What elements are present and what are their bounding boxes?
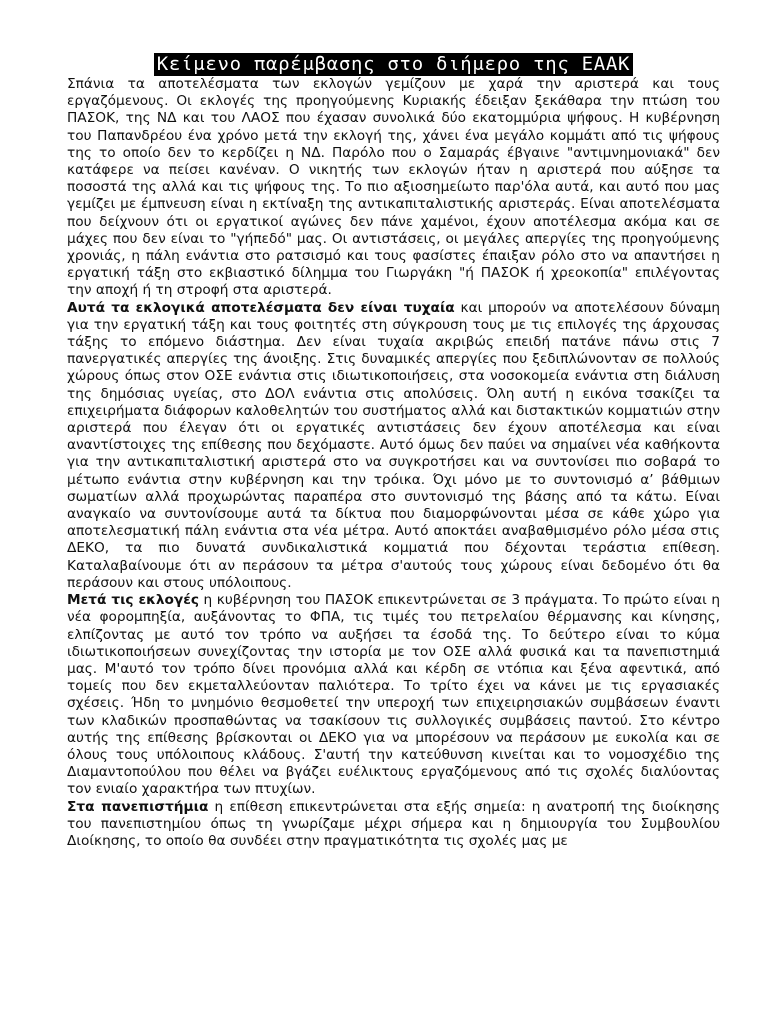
paragraph	[67, 76, 720, 300]
document-body	[67, 76, 720, 850]
title-bar	[67, 53, 720, 76]
paragraph	[67, 300, 720, 592]
paragraph-text: η επίθεση επικεντρώνεται στα εξής σημεία: η ανατροπή της διοίκησης του πανεπιστημίου όπως τη γνωρίζαμε μέχρι σήμερα και η δημιουργία του Συμβουλίου Διοίκησης, το οποίο θα συνδέει στην πραγματικότητα τις σχολές μας με	[67, 798, 721, 849]
paragraph-text: και μπορούν να αποτελέσουν δύναμη για την εργατική τάξη και τους φοιτητές στη σύγκρουση τους με τις επιλογές της άρχουσας τάξης το επόμενο διάστημα. Δεν είναι τυχαία ακριβώς επειδή πατάνε πάνω στις 7 πανεργατικές απεργίες της άνοιξης. Στις δυναμικές απεργίες που ξεδιπλώνονταν σε πολλούς χώρους όπως στον ΟΣΕ ενάντια στις ιδιωτικοποιήσεις, στα νοσοκομεία ενάντια στη διάλυση της δημόσιας υγείας, στο ΔΟΛ ενάντια στις απολύσεις. Όλη αυτή η εικόνα τσακίζει τα επιχειρήματα διάφορων καλοθελητών του συστήματος αλλά και διστακτικών κομματιών στην αριστερά που έλεγαν ότι οι εργατικές αντιστάσεις δεν έχουν αποτέλεσμα και είναι αναντίστοιχες της επίθεσης που δεχόμαστε. Αυτό όμως δεν παύει να σημαίνει νέα καθήκοντα για την αντικαπιταλιστική αριστερά στο να συγκροτήσει και να συντονίσει πιο σοβαρά το μέτωπο ενάντια στην κυβέρνηση και την τρόικα. Όχι μόνο με το συντονισμό α’ βάθμιων σωματίων αλλά προχωρώντας παραπέρα στο συντονισμό της βάσης από τα κάτω. Είναι αναγκαίο να συντονίσουμε αυτά τα δίκτυα που διαμορφώνονται μέσα σε κάθε χώρο για αποτελεσματική πάλη ενάντια στα νέα μέτρα. Αυτό αποκτάει αναβαθμισμένο ρόλο μέσα στις ΔΕΚΟ, τα πιο δυνατά συνδικαλιστικά κομματιά που δέχονται τεράστια επίθεση. Καταλαβαίνουμε ότι αν περάσουν τα μέτρα σ'αυτούς τους χώρους είναι δεδομένο ότι θα περάσουν και στους υπόλοιπους.	[67, 299, 720, 591]
document-page	[67, 53, 720, 850]
paragraph-lead: Στα πανεπιστήμια	[67, 798, 209, 815]
paragraph-text: Σπάνια τα αποτελέσματα των εκλογών γεμίζουν με χαρά την αριστερά και τους εργαζόμενους. Οι εκλογές της προηγούμενης Κυριακής έδειξαν ξεκάθαρα την πτώση του ΠΑΣΟΚ, της ΝΔ και του ΛΑΟΣ που έχασαν συνολικά δύο εκατομμύρια ψήφους. Η κυβέρνηση του Παπανδρέου ένα χρόνο μετά την εκλογή της, χάνει ένα μεγάλο κομμάτι από τις ψήφους της το οποίο δεν το κερδίζει η ΝΔ. Παρόλο που ο Σαμαράς έβγαινε "αντιμνημονιακά" δεν κατάφερε να πείσει κανέναν. Ο νικητής των εκλογών ήταν η αριστερά που αύξησε τα ποσοστά της αλλά και τις ψήφους της. Το πιο αξιοσημείωτο παρ'όλα αυτά, και αυτό που μας γεμίζει με έμπνευση είναι η εκτίναξη της αντικαπιταλιστικής αριστεράς. Είναι αποτελέσματα που δείχνουν ότι οι εργατικοί αγώνες δεν πάνε χαμένοι, έχουν αποτέλεσμα ακόμα και σε μάχες που δεν είναι το "γήπεδό" μας. Οι αντιστάσεις, οι μεγάλες απεργίες της προηγούμενης χρονιάς, η πάλη ενάντια στο ρατσισμό και τους φασίστες έπαιξαν ρόλο στο να απαντήσει η εργατική τάξη στο εκβιαστικό δίλημμα του Γιωργάκη "ή ΠΑΣΟΚ ή χρεοκοπία" επιλέγοντας την αποχή ή τη στροφή στα αριστερά.	[67, 76, 720, 299]
paragraph-lead: Αυτά τα εκλογικά αποτελέσματα δεν είναι τυχαία	[67, 299, 455, 316]
paragraph	[67, 592, 720, 798]
paragraph-text: η κυβέρνηση του ΠΑΣΟΚ επικεντρώνεται σε 3 πράγματα. Το πρώτο είναι η νέα φορομπηξία, αυξάνοντας το ΦΠΑ, τις τιμές του πετρελαίου θέρμανσης και κίνησης, ελπίζοντας με αυτό τον τρόπο να αυξήσει τα έσοδά της. Το δεύτερο είναι το κύμα ιδιωτικοποιήσεων συνεχίζοντας την ιστορία με τον ΟΣΕ αλλά φυσικά και τα πανεπιστημιά μας. Μ'αυτό τον τρόπο δίνει προνόμια αλλά και κέρδη σε ντόπια και ξένα αφεντικά, από τομείς που δεν εκμεταλλεύονταν παλιότερα. Το τρίτο έχει να κάνει με τις εργασιακές σχέσεις. Ήδη το μνημόνιο θεσμοθετεί την υπεροχή των επιχειρησιακών συμβάσεων έναντι των κλαδικών προσπαθώντας να τσακίσουν τις συλλογικές συμβάσεις παντού. Στο κέντρο αυτής της επίθεσης βρίσκονται οι ΔΕΚΟ για να μπορέσουν να περάσουν με ευκολία και σε όλους τους υπόλοιπους κλάδους. Σ'αυτή την κατεύθυνση κινείται και το νομοσχέδιο της Διαμαντοπούλου που θέλει να βγάζει ευέλικτους εργαζόμενους από τις σχολές διαλύοντας τον ενιαίο χαρακτήρα των πτυχίων.	[67, 592, 720, 798]
paragraph-lead: Μετά τις εκλογές	[67, 592, 199, 609]
paragraph	[67, 799, 720, 851]
document-title: Κείμενο παρέμβασης στο διήμερο της ΕΑΑΚ	[154, 53, 633, 76]
